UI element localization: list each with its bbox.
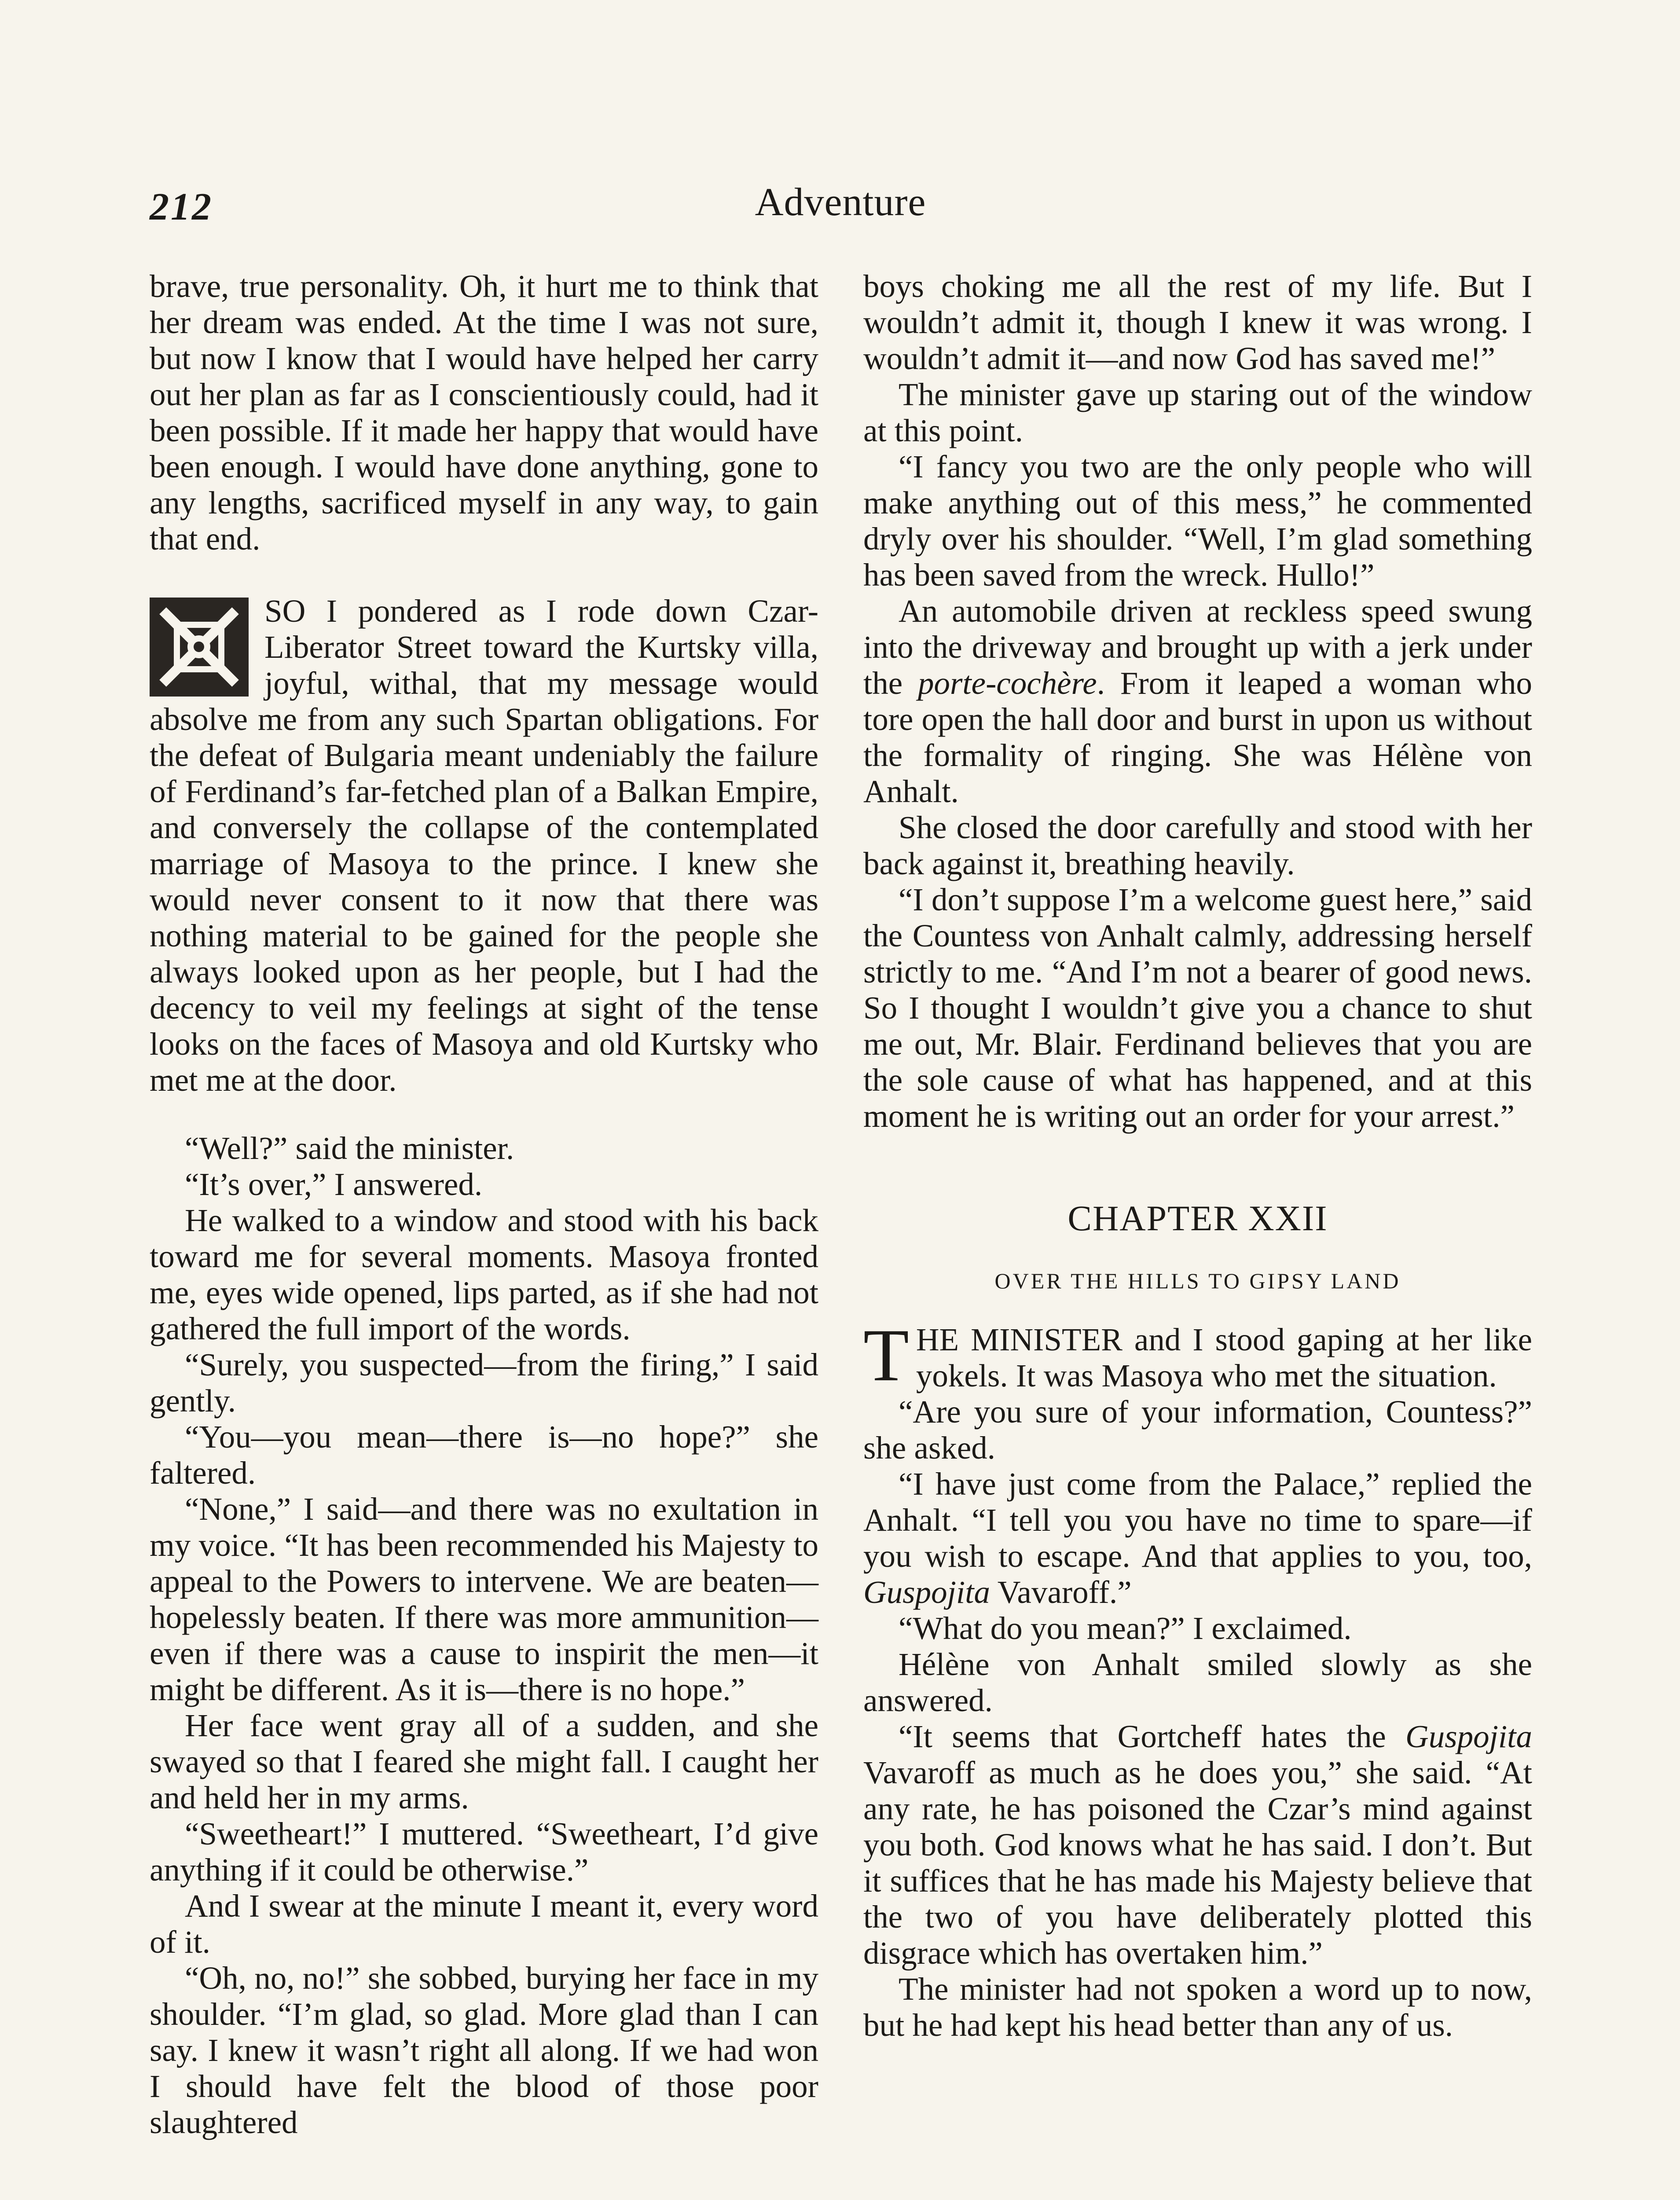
paragraph: “I fancy you two are the only people who will make anything out of this mess,” he commented dryly over his shoulder. “Well, I’m glad something has been saved from the wreck. Hullo!”	[863, 449, 1532, 593]
paragraph: She closed the door carefully and stood with her back against it, breathing heavily.	[863, 810, 1532, 881]
paragraph: “Are you sure of your information, Countess?” she asked.	[863, 1394, 1532, 1466]
left-column	[150, 268, 818, 2141]
paragraph-text: Vavaroff as much as he does you,” she said. “At any rate, he has poisoned the Czar’s mind against you both. God knows what he has said. I don’t. But it suffices that he has made his Majesty believe that the two of you have deliberately plotted this disgrace which has overtaken him.”	[863, 1755, 1532, 1971]
paragraph-text: “I have just come from the Palace,” replied the Anhalt. “I tell you you have no time to spare—if you wish to escape. And that applies to you, too,	[863, 1466, 1532, 1574]
chapter-heading: CHAPTER XXII	[1067, 1198, 1328, 1238]
paragraph-text: SO I pondered as I rode down Czar-Liberator Street toward the Kurtsky villa, joyful, withal, that my message would absolve me from any such Spartan obligations. For the defeat of Bulgaria meant undeniably the failure of Ferdinand’s far-fetched plan of a Balkan Empire, and conversely the collapse of the contemplated marriage of Masoya to the prince. I knew she would never consent to it now that there was nothing material to be gained for the people she always looked upon as her people, but I had the decency to veil my feelings at sight of the tense looks on the faces of Masoya and old Kurtsky who met me at the door.	[150, 593, 818, 1098]
paragraph: boys choking me all the rest of my life. But I wouldn’t admit it, though I knew it was wrong. I wouldn’t admit it—and now God has saved me!”	[863, 268, 1532, 376]
paragraph: “None,” I said—and there was no exultation in my voice. “It has been recommended his Majesty to appeal to the Powers to intervene. We are beaten—hopelessly beaten. If there was more ammunition—even if there was a cause to inspirit the men—it might be different. As it is—there is no hope.”	[150, 1491, 818, 1707]
paragraph-with-ornament	[150, 593, 818, 1098]
paragraph	[863, 1719, 1532, 1971]
paragraph-text: and I stood gaping at her like yokels. It was Masoya who met the situation.	[916, 1322, 1532, 1393]
paragraph: The minister gave up staring out of the window at this point.	[863, 377, 1532, 448]
chapter-opening-paragraph	[863, 1314, 1532, 1397]
paragraph-text: An automobile driven at reckless speed swung into the driveway and brought up with a jerk under the	[863, 593, 1532, 701]
paragraph-text: Vavaroff.”	[990, 1574, 1132, 1610]
paragraph: “You—you mean—there is—no hope?” she faltered.	[150, 1419, 818, 1491]
paragraph	[863, 593, 1532, 810]
paragraph-text: . From it leaped a woman who tore open the hall door and burst in upon us without the formality of ringing. She was Hélène von Anhalt.	[863, 665, 1532, 809]
small-caps-lead: HE MINISTER	[916, 1322, 1122, 1357]
paragraph: He walked to a window and stood with his back toward me for several moments. Masoya fronted me, eyes wide opened, lips parted, as if she had not gathered the full import of the words.	[150, 1203, 818, 1346]
paragraph-text: “It seems that Gortcheff hates the	[899, 1719, 1406, 1754]
paragraph: “Oh, no, no!” she sobbed, burying her face in my shoulder. “I’m glad, so glad. More glad than I can say. I knew it wasn’t right all along. If we had won I should have felt the blood of those poor slaughtered	[150, 1960, 818, 2140]
paragraph	[863, 1466, 1532, 1610]
paragraph: “It’s over,” I answered.	[185, 1166, 483, 1202]
italic-phrase: Guspojita	[863, 1574, 990, 1610]
page-number: 212	[150, 186, 213, 228]
paragraph: The minister had not spoken a word up to now, but he had kept his head better than any of us.	[863, 1971, 1532, 2043]
paragraph: “Surely, you suspected—from the firing,” I said gently.	[150, 1347, 818, 1419]
paragraph: Hélène von Anhalt smiled slowly as she answered.	[863, 1646, 1532, 1718]
page-header	[150, 176, 1531, 238]
paragraph: “Well?” said the minister.	[185, 1130, 514, 1166]
ornament-icon	[150, 598, 249, 697]
paragraph: brave, true personality. Oh, it hurt me to think that her dream was ended. At the time I was not sure, but now I know that I would have helped her carry out her plan as far as I conscientiously could, had it been possible. If it made her happy that would have been enough. I would have done anything, gone to any lengths, sacrificed myself in any way, to gain that end.	[150, 268, 818, 557]
chapter-subtitle: OVER THE HILLS TO GIPSY LAND	[994, 1269, 1401, 1293]
drop-cap: T	[863, 1314, 909, 1397]
italic-phrase: porte-cochère	[917, 665, 1097, 701]
magazine-title: Adventure	[755, 180, 926, 224]
right-column	[863, 268, 1532, 2043]
paragraph: And I swear at the minute I meant it, every word of it.	[150, 1888, 818, 1960]
paragraph: “I don’t suppose I’m a welcome guest here,” said the Countess von Anhalt calmly, addressing herself strictly to me. “And I’m not a bearer of good news. So I thought I wouldn’t give you a chance to shut me out, Mr. Blair. Ferdinand believes that you are the sole cause of what has happened, and at this moment he is writing out an order for your arrest.”	[863, 882, 1532, 1134]
paragraph: “Sweetheart!” I muttered. “Sweetheart, I’d give anything if it could be otherwise.”	[150, 1816, 818, 1888]
italic-phrase: Guspojita	[1405, 1719, 1532, 1754]
paragraph: Her face went gray all of a sudden, and she swayed so that I feared she might fall. I caught her and held her in my arms.	[150, 1708, 818, 1815]
paragraph: “What do you mean?” I exclaimed.	[899, 1610, 1352, 1646]
